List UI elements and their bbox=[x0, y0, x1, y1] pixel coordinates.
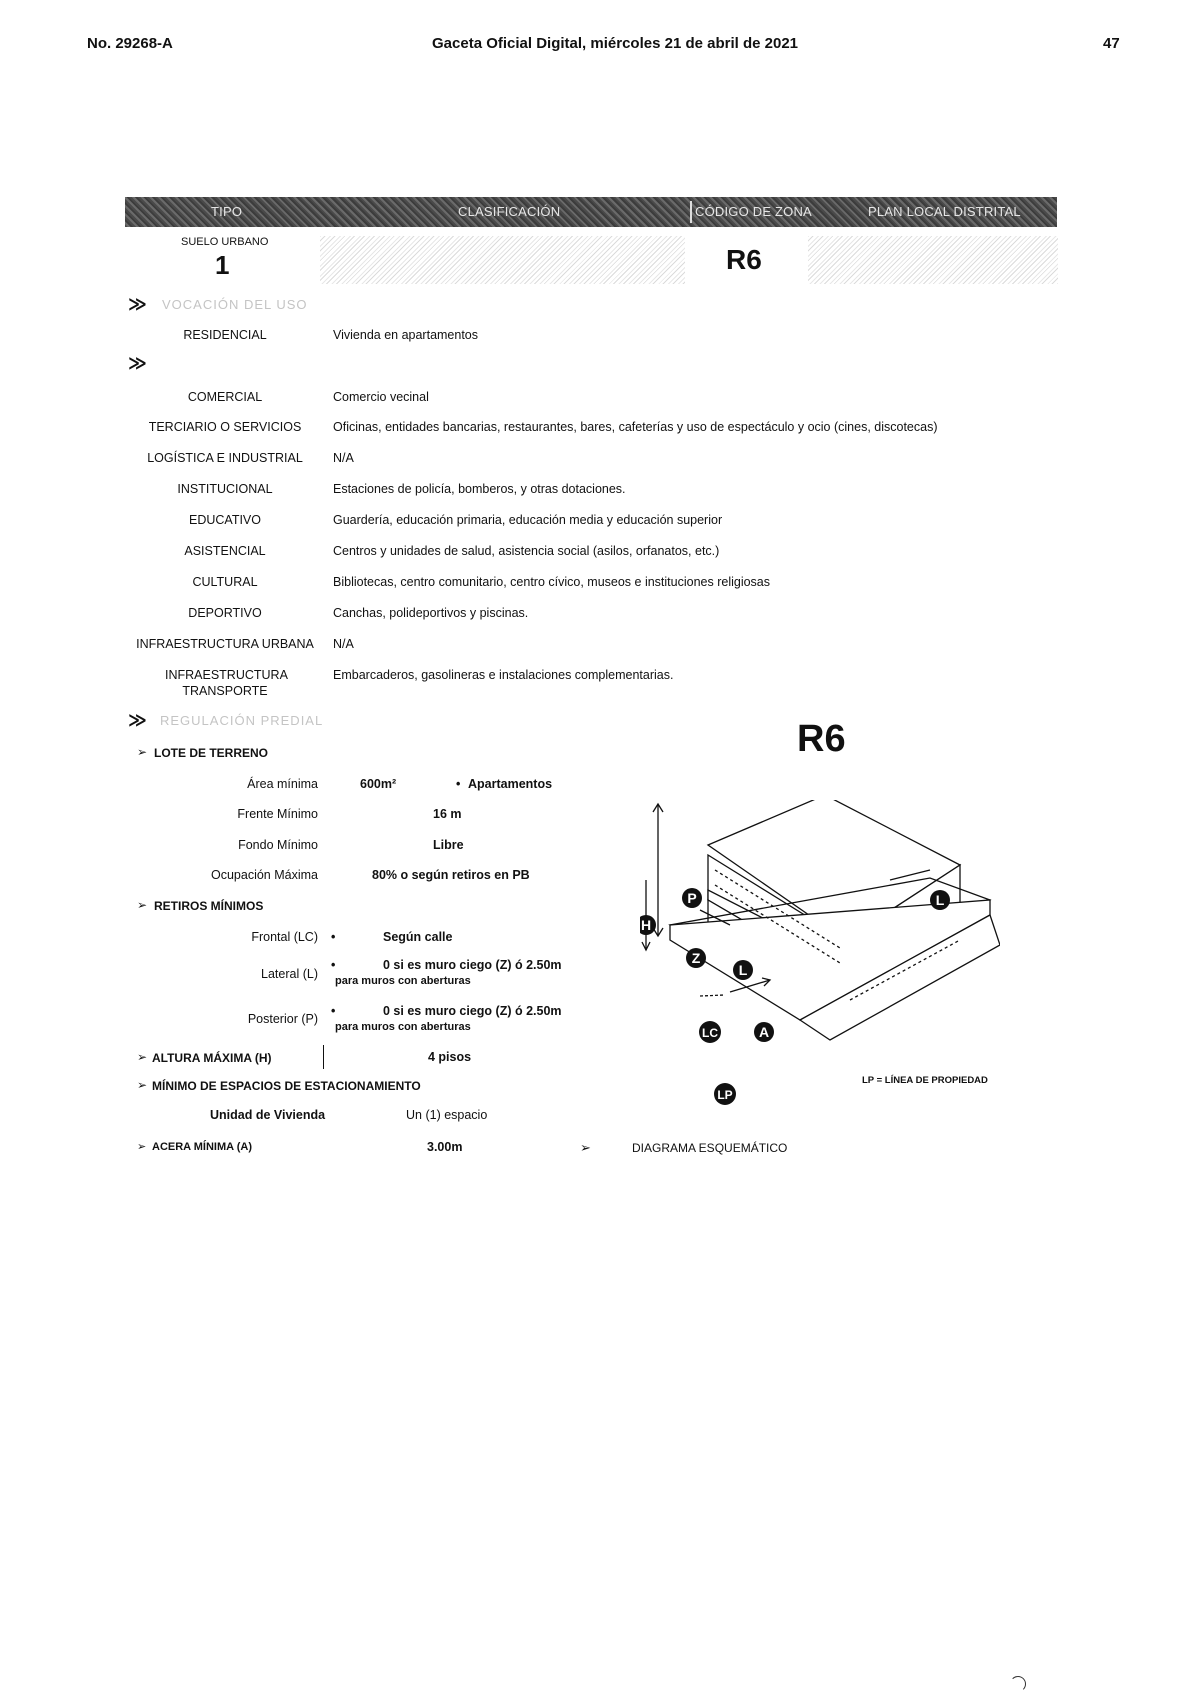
estacionamiento-value: Un (1) espacio bbox=[406, 1108, 488, 1122]
suelo-label: SUELO URBANO bbox=[181, 236, 269, 248]
retiro-value-line2: para muros con aberturas bbox=[335, 975, 471, 987]
retiro-label: Lateral (L) bbox=[261, 967, 318, 981]
schematic-diagram bbox=[640, 800, 1000, 1110]
lote-value: 80% o según retiros en PB bbox=[372, 868, 530, 882]
col-clasificacion: CLASIFICACIÓN bbox=[458, 204, 561, 219]
section-regulacion: REGULACIÓN PREDIAL bbox=[160, 713, 324, 728]
arrow-icon: ➢ bbox=[137, 1078, 148, 1092]
arrow-icon: ➢ bbox=[580, 1140, 591, 1155]
use-label: CULTURAL bbox=[192, 575, 258, 589]
stray-mark bbox=[1010, 1676, 1026, 1692]
use-label: TERCIARIO O SERVICIOS bbox=[148, 420, 302, 434]
scan-noise bbox=[808, 236, 1058, 284]
svg-text:A: A bbox=[758, 1024, 770, 1040]
svg-text:L: L bbox=[738, 962, 748, 978]
svg-text:Z: Z bbox=[691, 950, 701, 966]
use-value: N/A bbox=[333, 637, 354, 651]
arrow-icon: ➢ bbox=[137, 1050, 148, 1064]
lote-value: Libre bbox=[433, 838, 464, 852]
suelo-number: 1 bbox=[215, 250, 230, 280]
scan-noise bbox=[320, 236, 685, 284]
gazette-number: No. 29268-A bbox=[87, 35, 173, 52]
table-header-bar bbox=[125, 197, 1057, 227]
use-value: Embarcaderos, gasolineras e instalaciones complementarias. bbox=[333, 668, 674, 682]
retiro-value: 0 si es muro ciego (Z) ó 2.50m bbox=[383, 1004, 562, 1018]
use-label: ASISTENCIAL bbox=[184, 544, 266, 558]
divider-tick bbox=[323, 1045, 324, 1069]
use-value: Canchas, polideportivos y piscinas. bbox=[333, 606, 529, 620]
lote-value: 16 m bbox=[433, 807, 462, 821]
lote-value: 600m² bbox=[360, 777, 397, 791]
arrow-icon: ➢ bbox=[137, 1141, 147, 1153]
retiro-value-line2: para muros con aberturas bbox=[335, 1021, 471, 1033]
use-label: EDUCATIVO bbox=[189, 513, 261, 527]
section-arrow-icon: ≫ bbox=[128, 294, 147, 314]
section-arrow-icon: ≫ bbox=[128, 353, 147, 373]
use-value: Comercio vecinal bbox=[333, 390, 429, 404]
diagram-title: R6 bbox=[797, 718, 846, 760]
svg-text:L: L bbox=[935, 892, 945, 908]
use-label bbox=[130, 667, 320, 699]
arrow-icon: ➢ bbox=[137, 745, 148, 759]
lote-label: Frente Mínimo bbox=[237, 807, 318, 821]
bullet-icon: • bbox=[331, 958, 336, 972]
col-tipo: TIPO bbox=[211, 204, 243, 219]
retiro-value: Según calle bbox=[383, 930, 453, 944]
acera-value: 3.00m bbox=[427, 1140, 463, 1154]
col-plan-local: PLAN LOCAL DISTRITAL bbox=[868, 204, 1021, 219]
marker-l-side bbox=[930, 890, 950, 910]
svg-text:LP: LP bbox=[717, 1088, 733, 1102]
retiro-label: Frontal (LC) bbox=[251, 930, 318, 944]
section-arrow-icon: ≫ bbox=[128, 710, 147, 730]
use-value: Centros y unidades de salud, asistencia social (asilos, orfanatos, etc.) bbox=[333, 544, 720, 558]
acera-label: ACERA MÍNIMA (A) bbox=[152, 1141, 253, 1153]
use-label-residencial: RESIDENCIAL bbox=[183, 328, 267, 342]
marker-z bbox=[686, 948, 706, 968]
retiro-value: 0 si es muro ciego (Z) ó 2.50m bbox=[383, 958, 562, 972]
use-label: DEPORTIVO bbox=[188, 606, 262, 620]
use-value: Bibliotecas, centro comunitario, centro cívico, museos e instituciones religiosas bbox=[333, 575, 771, 589]
lote-label: Fondo Mínimo bbox=[238, 838, 318, 852]
column-divider bbox=[690, 201, 692, 223]
diagram-legend: LP = LÍNEA DE PROPIEDAD bbox=[862, 1075, 988, 1086]
col-codigo-zona: CÓDIGO DE ZONA bbox=[695, 204, 812, 219]
lote-label: Ocupación Máxima bbox=[211, 868, 318, 882]
use-value: Guardería, educación primaria, educación media y educación superior bbox=[333, 513, 723, 527]
use-label: INSTITUCIONAL bbox=[177, 482, 273, 496]
svg-text:H: H bbox=[640, 917, 652, 933]
marker-a bbox=[754, 1022, 774, 1042]
marker-h bbox=[640, 915, 656, 935]
diagram-caption: DIAGRAMA ESQUEMÁTICO bbox=[632, 1141, 788, 1155]
gazette-title: Gaceta Oficial Digital, miércoles 21 de abril de 2021 bbox=[432, 35, 799, 52]
svg-text:LC: LC bbox=[702, 1026, 718, 1040]
section-vocacion: VOCACIÓN DEL USO bbox=[162, 297, 308, 312]
bullet-icon: • bbox=[331, 930, 336, 944]
use-value-residencial: Vivienda en apartamentos bbox=[333, 328, 479, 342]
altura-label: ALTURA MÁXIMA (H) bbox=[152, 1051, 272, 1065]
use-label: LOGÍSTICA E INDUSTRIAL bbox=[147, 451, 303, 465]
estacionamiento-title: MÍNIMO DE ESPACIOS DE ESTACIONAMIENTO bbox=[152, 1079, 421, 1093]
zone-code: R6 bbox=[726, 244, 762, 275]
marker-p bbox=[682, 888, 702, 908]
use-value: Estaciones de policía, bomberos, y otras dotaciones. bbox=[333, 482, 626, 496]
estacionamiento-label: Unidad de Vivienda bbox=[210, 1108, 326, 1122]
use-value: N/A bbox=[333, 451, 354, 465]
bullet-icon: • bbox=[456, 777, 461, 791]
marker-l-front bbox=[733, 960, 753, 980]
svg-text:P: P bbox=[687, 890, 697, 906]
lc-line bbox=[700, 995, 725, 996]
use-value: Oficinas, entidades bancarias, restaurantes, bares, cafeterías y uso de espectáculo y ocio (cines, discotecas) bbox=[333, 420, 938, 434]
marker-lc bbox=[699, 1021, 721, 1043]
altura-value: 4 pisos bbox=[428, 1050, 472, 1064]
bullet-icon: • bbox=[331, 1004, 336, 1018]
page-number: 47 bbox=[1103, 35, 1120, 52]
use-label: INFRAESTRUCTURA URBANA bbox=[136, 637, 314, 651]
marker-lp bbox=[714, 1083, 736, 1105]
arrow-icon: ➢ bbox=[137, 898, 148, 912]
use-label: COMERCIAL bbox=[187, 390, 263, 404]
use-label-text: INFRAESTRUCTURA TRANSPORTE bbox=[165, 668, 288, 698]
lote-label: Área mínima bbox=[247, 777, 318, 791]
retiros-title: RETIROS MÍNIMOS bbox=[154, 899, 264, 913]
lote-note: Apartamentos bbox=[468, 777, 553, 791]
retiro-label: Posterior (P) bbox=[247, 1012, 318, 1026]
lote-title: LOTE DE TERRENO bbox=[154, 746, 269, 760]
